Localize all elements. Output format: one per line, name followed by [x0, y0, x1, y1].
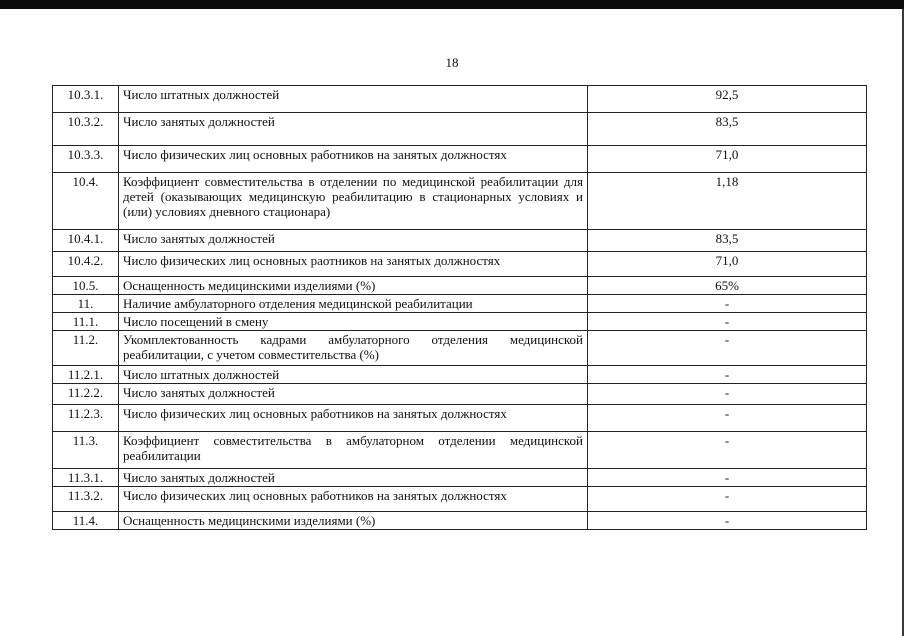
row-indicator: Число посещений в смену [119, 313, 588, 331]
row-value: 92,5 [588, 86, 867, 113]
table-row [53, 252, 867, 277]
row-number: 10.4.2. [53, 252, 119, 277]
page-number: 18 [445, 55, 459, 70]
row-value: - [588, 384, 867, 405]
row-number: 11.2.3. [53, 405, 119, 432]
table-row [53, 173, 867, 230]
row-value: - [588, 512, 867, 530]
row-indicator: Число занятых должностей [119, 469, 588, 487]
row-indicator: Число штатных должностей [119, 86, 588, 113]
table-row [53, 295, 867, 313]
row-number: 10.5. [53, 277, 119, 295]
row-value: - [588, 405, 867, 432]
table-row [53, 313, 867, 331]
row-number: 11.1. [53, 313, 119, 331]
row-indicator: Наличие амбулаторного отделения медицинской реабилитации [119, 295, 588, 313]
row-number: 11.3. [53, 432, 119, 469]
row-indicator: Оснащенность медицинскими изделиями (%) [119, 277, 588, 295]
row-value: 83,5 [588, 230, 867, 252]
row-value: 71,0 [588, 146, 867, 173]
row-number: 11.3.1. [53, 469, 119, 487]
row-indicator: Число физических лиц основных раотников на занятых должностях [119, 252, 588, 277]
row-indicator: Число занятых должностей [119, 230, 588, 252]
row-number: 10.3.3. [53, 146, 119, 173]
row-value: - [588, 469, 867, 487]
row-value: - [588, 313, 867, 331]
table-row [53, 366, 867, 384]
table-row [53, 512, 867, 530]
table-row [53, 487, 867, 512]
row-indicator: Число физических лиц основных работников на занятых должностях [119, 405, 588, 432]
scan-top-border [0, 0, 904, 9]
row-value: 65% [588, 277, 867, 295]
row-number: 11.4. [53, 512, 119, 530]
row-indicator: Число штатных должностей [119, 366, 588, 384]
row-indicator: Коэффициент совместительства в амбулаторном отделении медицинской реабилитации [119, 432, 588, 469]
table-row [53, 405, 867, 432]
table-row [53, 469, 867, 487]
row-number: 11.3.2. [53, 487, 119, 512]
table-row [53, 230, 867, 252]
report-table [52, 85, 867, 530]
row-number: 10.4.1. [53, 230, 119, 252]
row-number: 11. [53, 295, 119, 313]
table-row [53, 331, 867, 366]
row-value: - [588, 331, 867, 366]
row-indicator: Число физических лиц основных работников на занятых должностях [119, 146, 588, 173]
table-row [53, 432, 867, 469]
table-row [53, 146, 867, 173]
row-number: 10.3.1. [53, 86, 119, 113]
row-value: - [588, 295, 867, 313]
row-value: - [588, 487, 867, 512]
row-number: 11.2. [53, 331, 119, 366]
row-number: 10.3.2. [53, 113, 119, 146]
row-value: - [588, 366, 867, 384]
table-row [53, 86, 867, 113]
row-value: 71,0 [588, 252, 867, 277]
row-number: 11.2.1. [53, 366, 119, 384]
row-indicator: Укомплектованность кадрами амбулаторного отделения медицинской реабилитации, с учетом совместительства (%) [119, 331, 588, 366]
row-indicator: Число занятых должностей [119, 113, 588, 146]
row-value: 83,5 [588, 113, 867, 146]
row-indicator: Оснащенность медицинскими изделиями (%) [119, 512, 588, 530]
row-value: - [588, 432, 867, 469]
row-number: 11.2.2. [53, 384, 119, 405]
row-indicator: Число занятых должностей [119, 384, 588, 405]
table-row [53, 113, 867, 146]
table-row [53, 384, 867, 405]
row-value: 1,18 [588, 173, 867, 230]
row-indicator: Число физических лиц основных работников на занятых должностях [119, 487, 588, 512]
table-row [53, 277, 867, 295]
row-number: 10.4. [53, 173, 119, 230]
row-indicator: Коэффициент совместительства в отделении по медицинской реабилитации для детей (оказывающих медицинскую реабилитацию в стационарных условиях и (или) условиях дневного стационара) [119, 173, 588, 230]
